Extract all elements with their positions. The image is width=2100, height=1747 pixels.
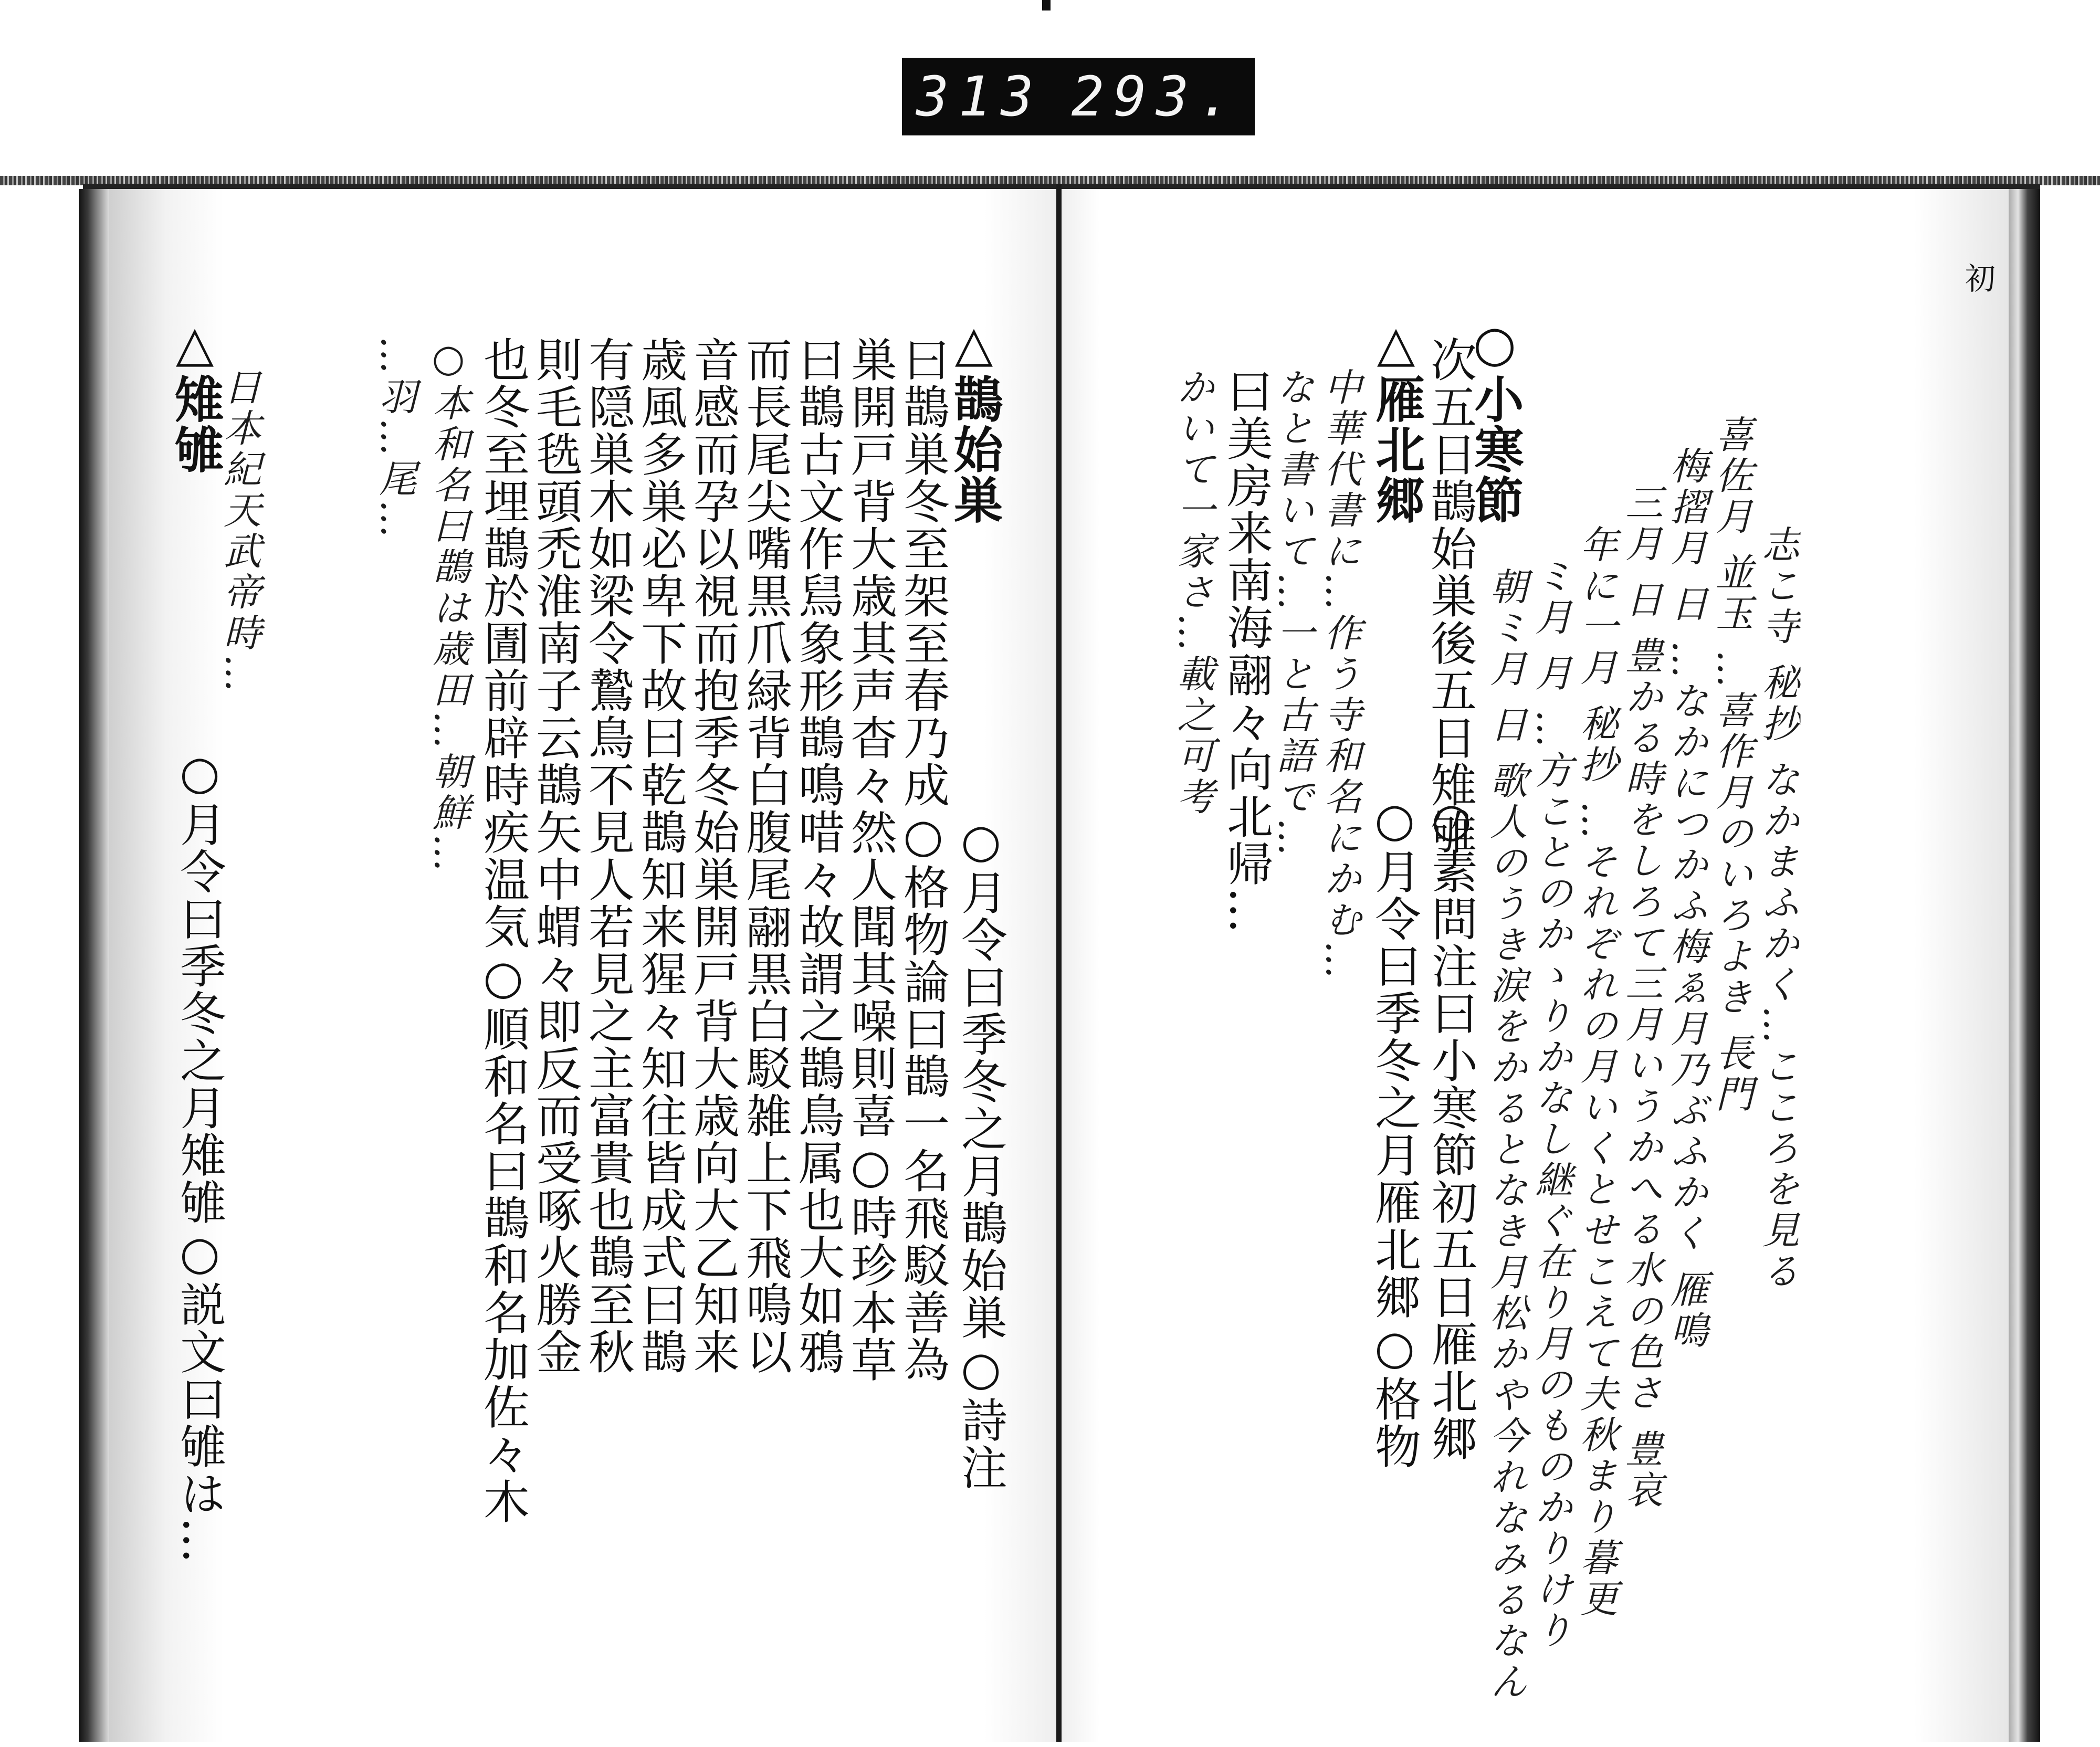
right-col-6: ミ月 月 …方ことのかゝりかなし継ぐ在り月のものかりけり — [1529, 556, 1573, 1651]
right-col-5: 年に一月 秘抄 …それぞれの月いくとせこえて夫秋まり暮更 — [1574, 525, 1618, 1620]
passage-suwen: ○素問注曰小寒節初五日雁北郷 — [1424, 793, 1478, 1462]
right-page-edge — [2009, 189, 2040, 1742]
left-binding — [79, 189, 109, 1742]
left-col-2: 曰鵲巣冬至架至春乃成○格物論曰鵲一名飛駁善為 — [896, 336, 950, 1383]
page-number-label — [902, 58, 1255, 135]
heading-magpie: △鵲始巣 — [945, 315, 1003, 525]
left-col-5: 而長尾尖嘴黒爪緑背白腹尾翮黒白駁雑上下飛鳴以 — [739, 336, 793, 1375]
right-col-1: 志こ寺 秘抄 なかまふかく…こころを見る — [1756, 525, 1800, 1292]
top-mark — [1042, 0, 1051, 10]
left-col-14: ○月令曰季冬之月雉雊○説文曰雊は… — [173, 745, 227, 1564]
margin-mark: 初 — [1960, 262, 1996, 294]
left-col-7: 歳風多巣必卑下故曰乾鵲知来猩々知往皆成式曰鵲 — [634, 336, 688, 1375]
right-col-11: なと書いて…一と古語で… — [1270, 367, 1315, 859]
left-col-4: 曰鵲古文作舃象形鵲鳴唶々故謂之鵲鳥属也大如鴉 — [791, 336, 845, 1375]
left-col-1: ○月令曰季冬之月鵲始巣○詩注 — [954, 814, 1008, 1491]
left-col-10: 也冬至埋鵲於圊前辟時疾温気○順和名曰鵲和名加佐々木 — [476, 336, 530, 1525]
left-col-11: ○本和名曰鵲は歳田…朝鮮… — [426, 336, 470, 875]
left-col-6: 音感而孕以視而抱季冬始巣開戸背大歳向大乙知来 — [686, 336, 740, 1375]
right-col-3: 梅摺月 日 …なかにつかふ梅ゑ月乃ぶふかく 雁鳴 — [1664, 446, 1708, 1352]
right-col-7: 朝ミ月 日 歌人のうき涙をかるとなき月松かや今れなみるなん — [1484, 567, 1528, 1703]
label-left-number: 313 — [916, 65, 1043, 129]
passage-yueling: ○月令曰季冬之月雁北郷○格物 — [1368, 793, 1422, 1470]
heading-kanjie: ○小寒節 — [1466, 315, 1524, 525]
left-col-8: 有隠巣木如梁令鷙鳥不見人若見之主富貴也鵲至秋 — [581, 336, 635, 1375]
left-col-12: …羽…尾… — [373, 336, 417, 541]
right-col-2: 喜佐月 並玉 …喜作月のいろよき 長門 — [1709, 415, 1754, 1115]
right-col-4: 三月 日 豊かる時をしろて三月いうかへる水の色さ 豊哀 — [1619, 483, 1663, 1511]
left-col-9: 則毛毨頭禿淮南子云鵲矢中蝟々即反而受啄火勝金 — [529, 336, 583, 1375]
right-col-8: 次五日鵲始巣後五日雉雊 — [1423, 336, 1477, 856]
heading-pheasant: △雉雊 — [166, 315, 224, 475]
book-gutter — [1056, 184, 1062, 1742]
left-col-13: 日本紀天武帝時… — [217, 367, 261, 695]
right-col-10: 中華代書に…作う寺和名にかむ… — [1318, 367, 1362, 982]
right-col-12: 曰美房来南海翮々向北帰… — [1220, 367, 1274, 934]
heading-goose: △雁北郷 — [1367, 315, 1425, 525]
label-right-number: 293. — [1071, 65, 1241, 129]
left-col-3: 巣開戸背大歳其声杳々然人聞其噪則喜○時珍本草 — [844, 336, 898, 1383]
right-col-13: かいて一家さ…載之可考 — [1171, 367, 1215, 818]
